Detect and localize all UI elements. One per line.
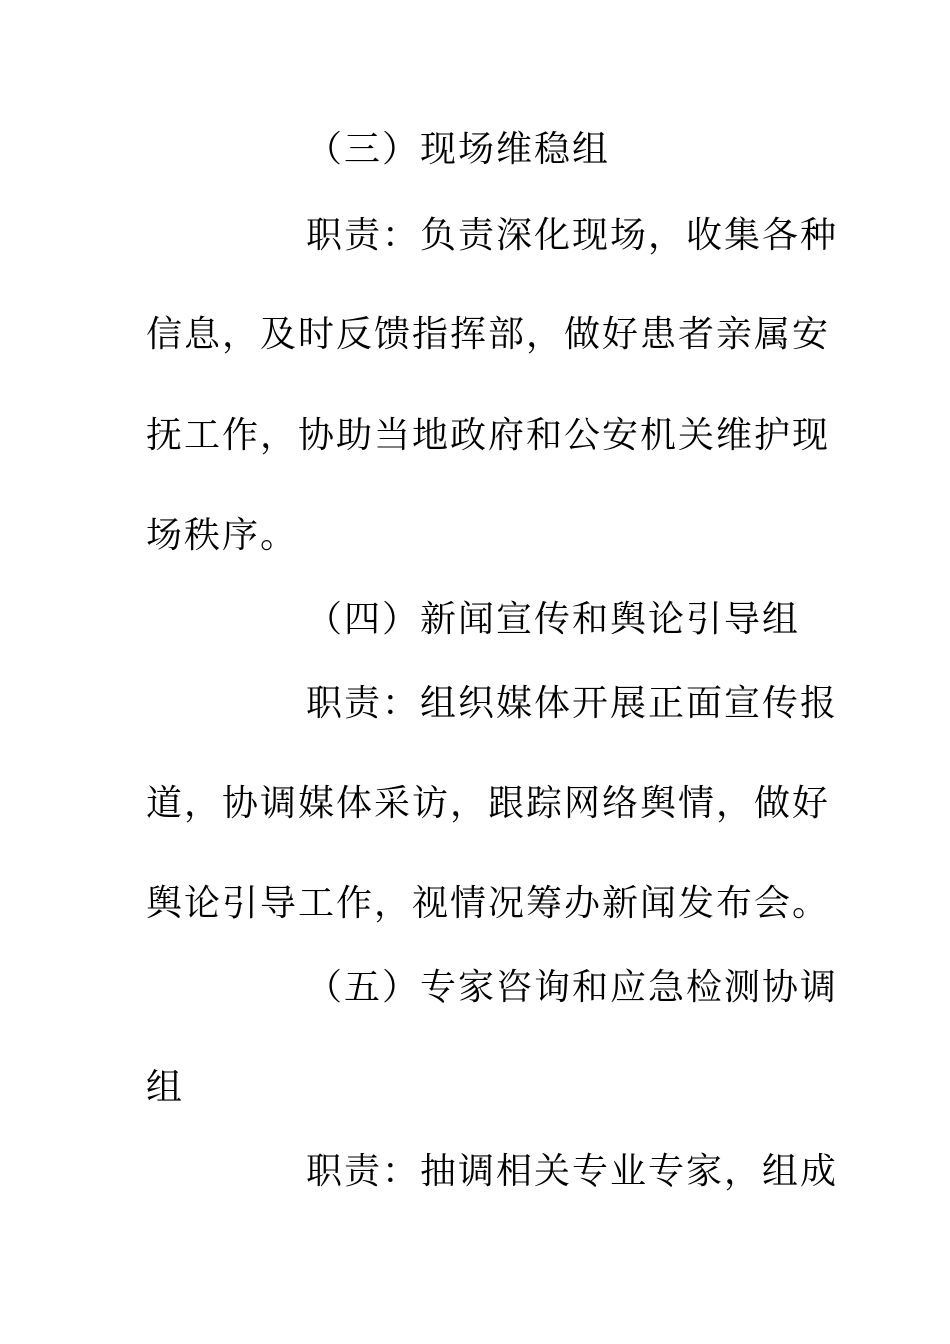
paragraph-line: 职责：抽调相关专业专家，组成 [306, 1151, 839, 1192]
paragraph-line: 信息，及时反馈指挥部，做好患者亲属安 [146, 314, 831, 355]
section-heading-5: （五）专家咨询和应急检测协调 [306, 967, 839, 1008]
paragraph-line: 抚工作，协助当地政府和公安机关维护现 [146, 415, 831, 456]
section-heading-4: （四）新闻宣传和舆论引导组 [306, 599, 801, 640]
paragraph-line: 道，协调媒体采访，跟踪网络舆情，做好 [146, 783, 831, 824]
paragraph-line: 舆论引导工作，视情况筹办新闻发布会。 [146, 883, 831, 924]
paragraph-line: 职责：组织媒体开展正面宣传报 [306, 683, 839, 724]
paragraph-line: 职责：负责深化现场，收集各种 [306, 215, 839, 256]
section-heading-5-continued: 组 [146, 1067, 185, 1108]
section-heading-3: （三）现场维稳组 [306, 129, 611, 170]
paragraph-line: 场秩序。 [146, 515, 299, 556]
